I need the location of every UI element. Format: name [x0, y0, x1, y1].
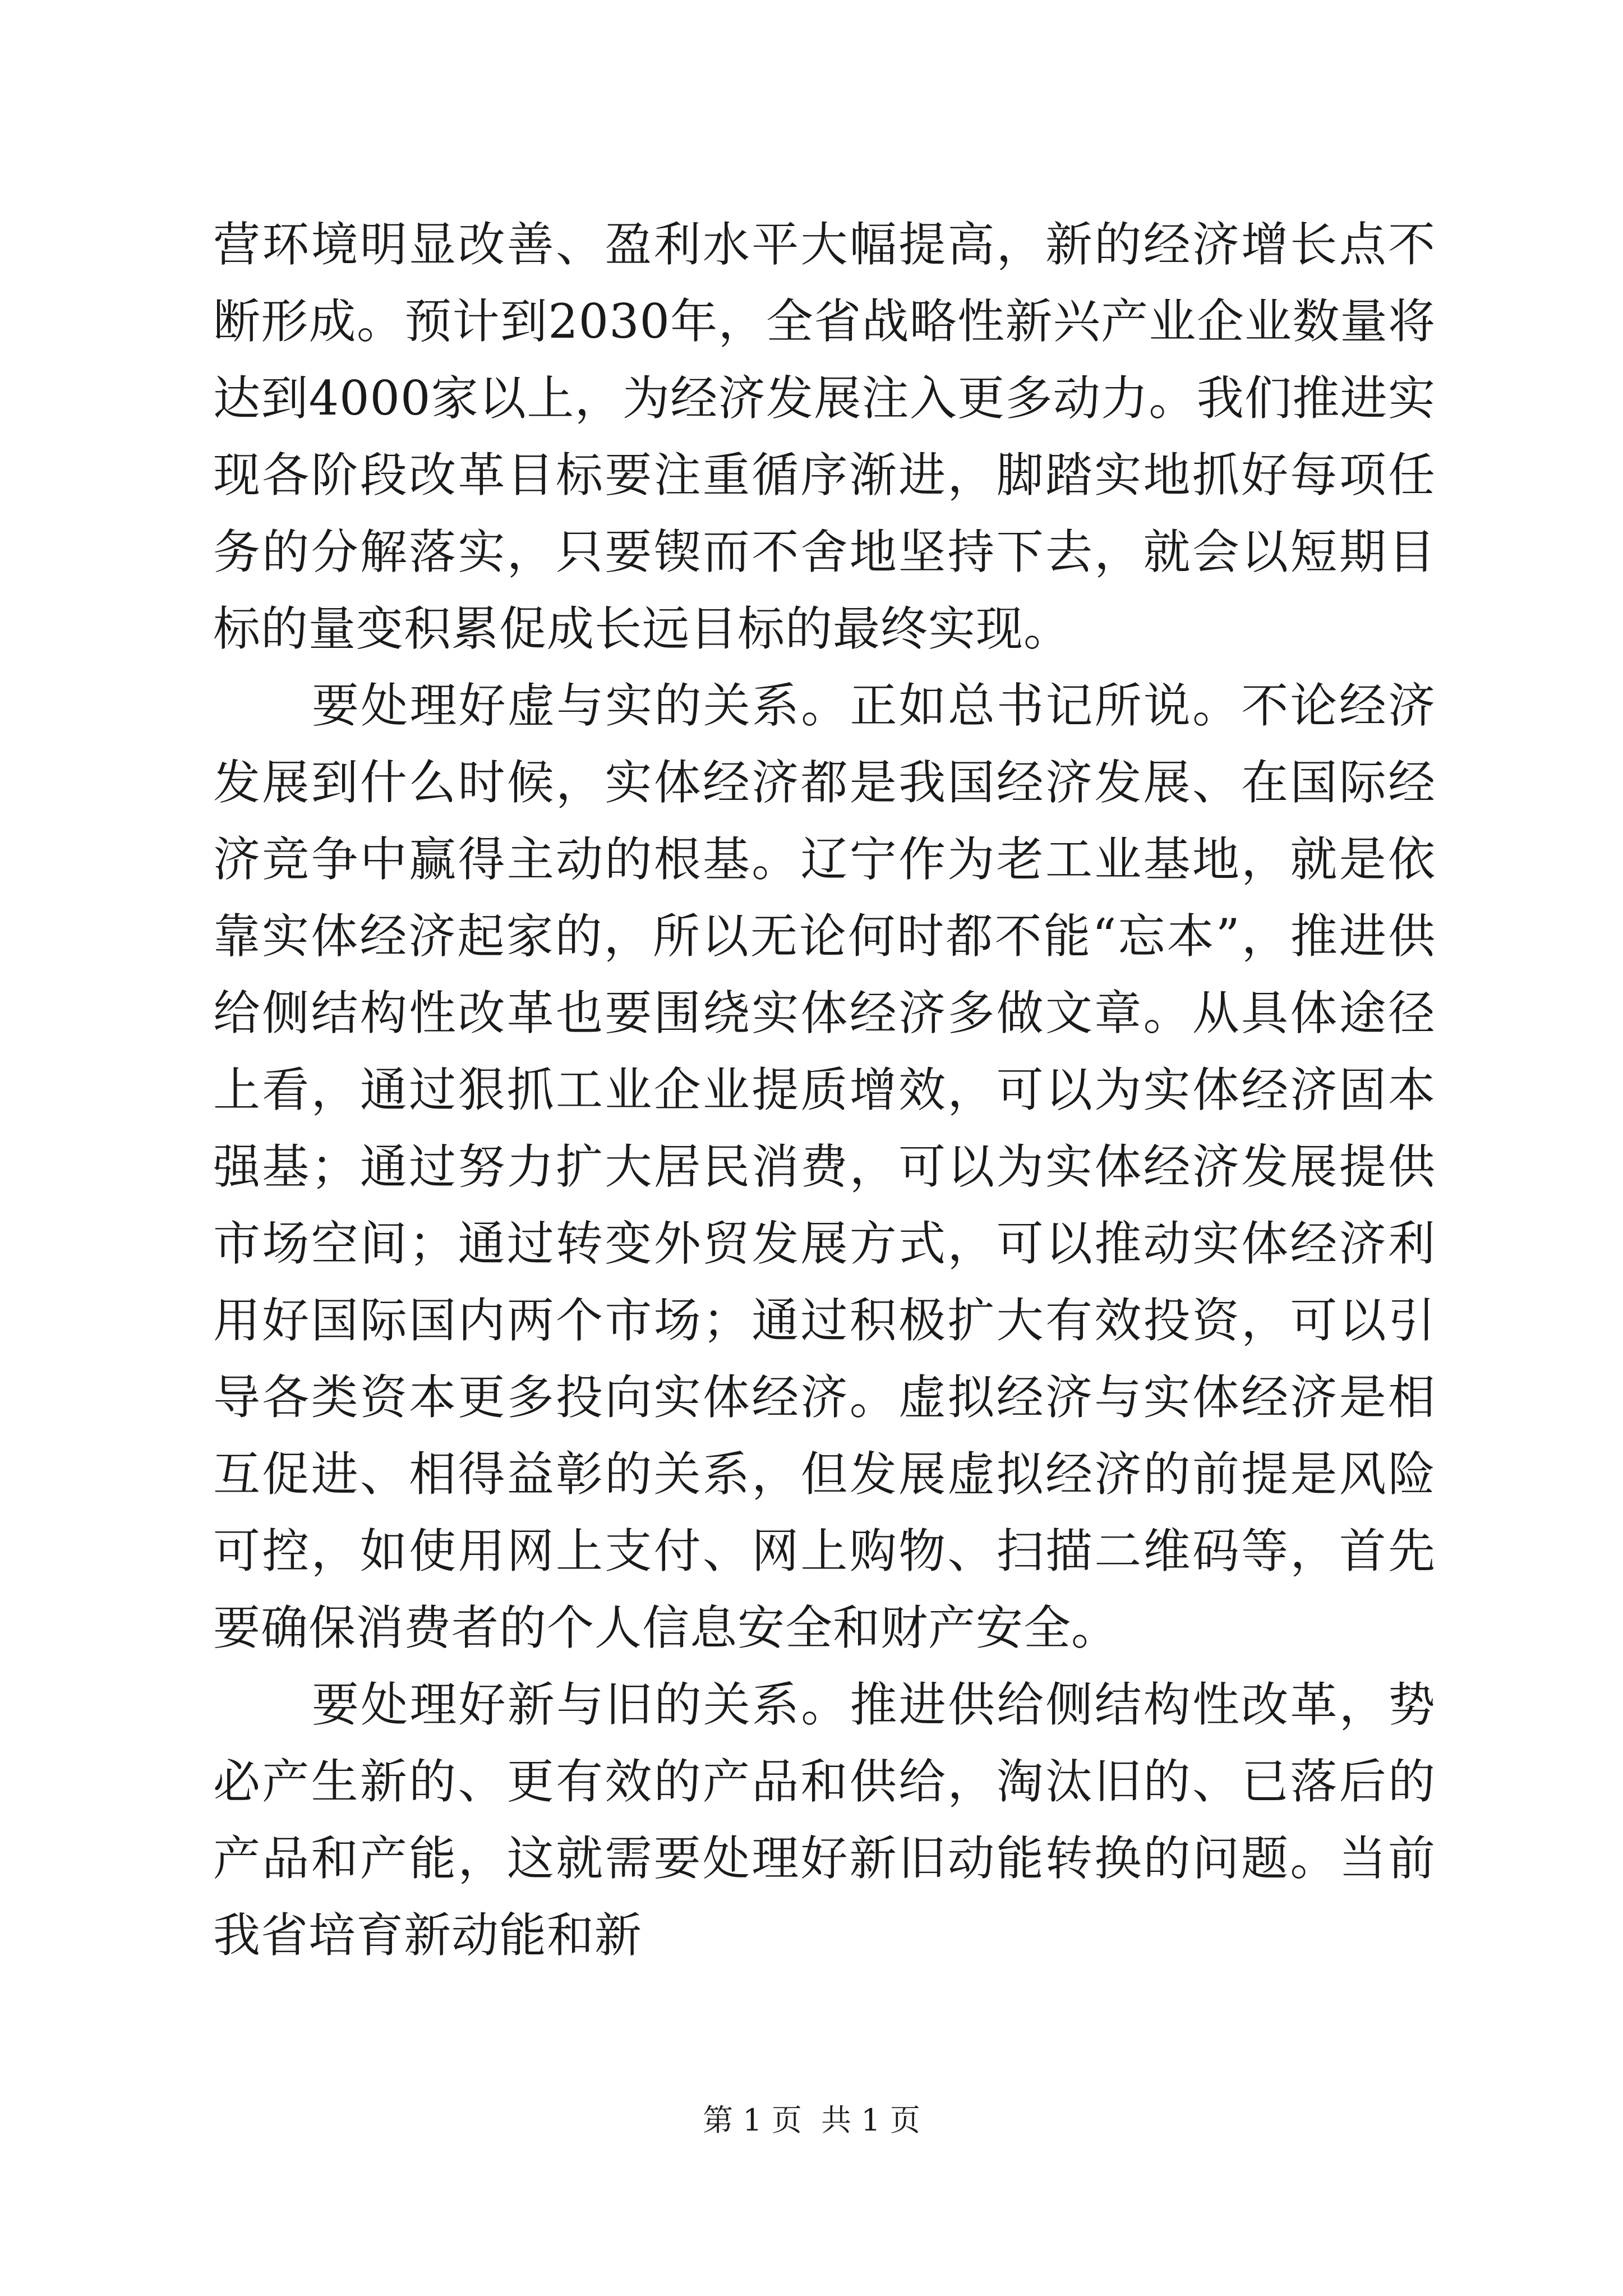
page-number-label: 第 1 页 共 1 页 [703, 2102, 920, 2138]
paragraph-3: 要处理好新与旧的关系。推进供给侧结构性改革，势必产生新的、更有效的产品和供给，淘汰旧的、已落后的产品和产能，这就需要处理好新旧动能转换的问题。当前我省培育新动能和新 [213, 1677, 1436, 1963]
page-footer [0, 2101, 1623, 2140]
paragraph-2: 要处理好虚与实的关系。正如总书记所说。不论经济发展到什么时候，实体经济都是我国经济发展、在国际经济竞争中赢得主动的根基。辽宁作为老工业基地，就是依靠实体经济起家的，所以无论何时都不能“忘本”，推进供给侧结构性改革也要围绕实体经济多做文章。从具体途径上看，通过狠抓工业企业提质增效，可以为实体经济固本强基；通过努力扩大居民消费，可以为实体经济发展提供市场空间；通过转变外贸发展方式，可以推动实体经济利用好国际国内两个市场；通过积极扩大有效投资，可以引导各类资本更多投向实体经济。虚拟经济与实体经济是相互促进、相得益彰的关系，但发展虚拟经济的前提是风险可控，如使用网上支付、网上购物、扫描二维码等，首先要确保消费者的个人信息安全和财产安全。 [213, 678, 1436, 1655]
document-body [213, 206, 1436, 1974]
paragraph-1: 营环境明显改善、盈利水平大幅提高，新的经济增长点不断形成。预计到2030年，全省战略性新兴产业企业数量将达到4000家以上，为经济发展注入更多动力。我们推进实现各阶段改革目标要注重循序渐进，脚踏实地抓好每项任务的分解落实，只要锲而不舍地坚持下去，就会以短期目标的量变积累促成长远目标的最终实现。 [213, 217, 1436, 656]
